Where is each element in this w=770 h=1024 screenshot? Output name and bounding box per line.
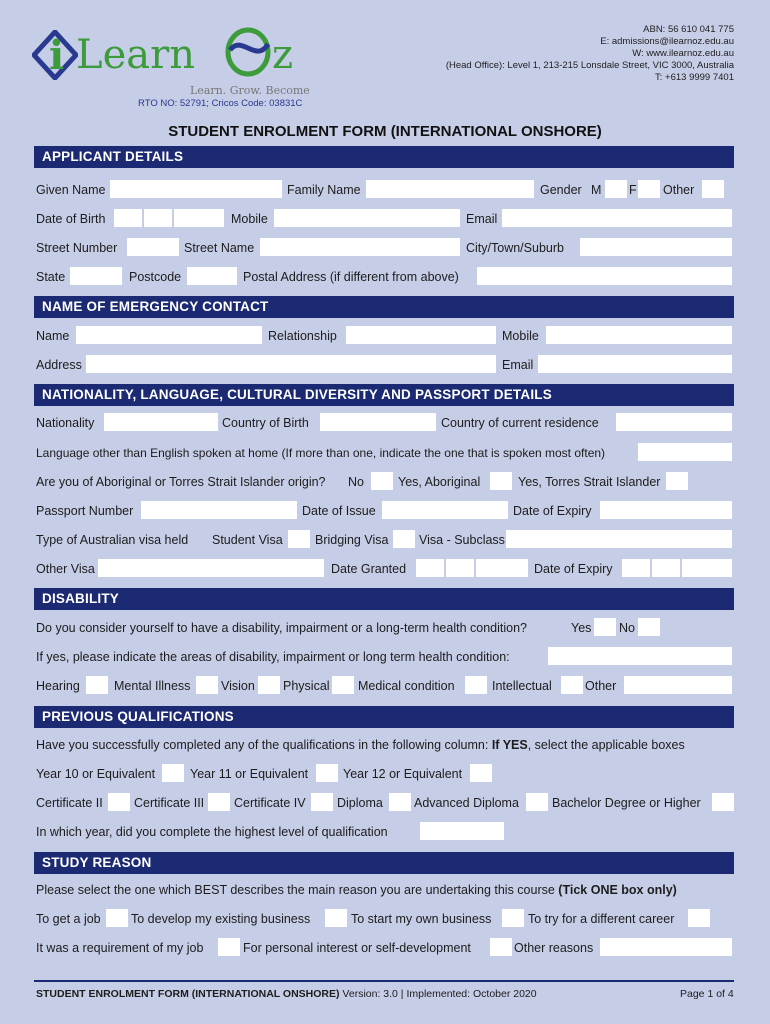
qualifications-question-text: Have you successfully completed any of the qualifications in the following column: xyxy=(36,738,489,752)
date-expiry2-year[interactable] xyxy=(682,559,732,577)
vision-label: Vision xyxy=(221,679,255,693)
torres-strait-label: Yes, Torres Strait Islander xyxy=(518,475,661,489)
relationship-label: Relationship xyxy=(268,329,337,343)
year11-label: Year 11 or Equivalent xyxy=(190,767,309,781)
country-residence-input[interactable] xyxy=(616,413,732,431)
disability-yes-checkbox[interactable] xyxy=(594,618,616,636)
year11-checkbox[interactable] xyxy=(316,764,338,782)
logo-z: z xyxy=(272,32,294,78)
date-granted-month[interactable] xyxy=(446,559,474,577)
dob-label: Date of Birth xyxy=(36,212,106,226)
language-label: Language other than English spoken at home (If more than one, indicate the one that is spoken most often) xyxy=(36,446,606,460)
aboriginal-no-label: No xyxy=(348,475,364,489)
street-number-input[interactable] xyxy=(127,238,179,256)
emergency-mobile-label: Mobile xyxy=(502,329,539,343)
dob-month-input[interactable] xyxy=(144,209,172,227)
year12-label: Year 12 or Equivalent xyxy=(343,767,463,781)
passport-input[interactable] xyxy=(141,501,297,519)
logo-swirl-icon xyxy=(224,24,272,80)
bridging-visa-label: Bridging Visa xyxy=(315,533,389,547)
reason-requirement-checkbox[interactable] xyxy=(218,938,240,956)
qualification-year-label: In which year, did you complete the highest level of qualification xyxy=(36,825,388,839)
postal-address-label: Postal Address (if different from above) xyxy=(243,270,459,284)
diploma-checkbox[interactable] xyxy=(389,793,411,811)
cert4-checkbox[interactable] xyxy=(311,793,333,811)
visa-subclass-input[interactable] xyxy=(506,530,732,548)
disability-areas-input[interactable] xyxy=(548,647,732,665)
gender-f-checkbox[interactable] xyxy=(638,180,660,198)
street-name-input[interactable] xyxy=(260,238,460,256)
section-nationality: NATIONALITY, LANGUAGE, CULTURAL DIVERSITY AND PASSPORT DETAILS xyxy=(34,384,734,406)
footer-version xyxy=(36,987,537,1001)
footer-form-name: STUDENT ENROLMENT FORM (INTERNATIONAL ONSHORE) xyxy=(36,988,340,1000)
postcode-label: Postcode xyxy=(129,270,182,284)
given-name-input[interactable] xyxy=(110,180,282,198)
emergency-mobile-input[interactable] xyxy=(546,326,732,344)
abn: ABN: 56 610 041 775 xyxy=(643,24,734,35)
cert3-checkbox[interactable] xyxy=(208,793,230,811)
mobile-input[interactable] xyxy=(274,209,460,227)
mobile-label: Mobile xyxy=(231,212,268,226)
given-name-label: Given Name xyxy=(36,183,106,197)
qualifications-question-tail: , select the applicable boxes xyxy=(527,738,685,752)
reason-other-input[interactable] xyxy=(600,938,732,956)
date-expiry-input[interactable] xyxy=(600,501,732,519)
logo-learn: Learn xyxy=(76,32,195,78)
section-previous-qualifications: PREVIOUS QUALIFICATIONS xyxy=(34,706,734,728)
gender-other-label: Other xyxy=(663,183,695,197)
contact-email: E: admissions@ilearnoz.edu.au xyxy=(600,36,734,47)
hearing-label: Hearing xyxy=(36,679,80,693)
emergency-name-label: Name xyxy=(36,329,70,343)
reason-job-checkbox[interactable] xyxy=(106,909,128,927)
physical-label: Physical xyxy=(283,679,330,693)
visa-subclass-label: Visa - Subclass xyxy=(419,533,505,547)
disability-other-label: Other xyxy=(585,679,617,693)
date-granted-day[interactable] xyxy=(416,559,444,577)
contact-info xyxy=(446,24,734,84)
country-birth-input[interactable] xyxy=(320,413,436,431)
aboriginal-question: Are you of Aboriginal or Torres Strait Islander origin? xyxy=(36,475,326,489)
footer-divider xyxy=(34,980,734,982)
reason-start-label: To start my own business xyxy=(351,912,492,926)
cert4-label: Certificate IV xyxy=(234,796,306,810)
aboriginal-yes-checkbox[interactable] xyxy=(490,472,512,490)
medical-condition-checkbox[interactable] xyxy=(465,676,487,694)
year10-label: Year 10 or Equivalent xyxy=(36,767,156,781)
contact-phone: T: +613 9999 7401 xyxy=(655,72,734,83)
diploma-label: Diploma xyxy=(337,796,383,810)
other-visa-label: Other Visa xyxy=(36,562,95,576)
emergency-email-input[interactable] xyxy=(538,355,732,373)
gender-other-checkbox[interactable] xyxy=(702,180,724,198)
intellectual-checkbox[interactable] xyxy=(561,676,583,694)
aboriginal-no-checkbox[interactable] xyxy=(371,472,393,490)
student-visa-label: Student Visa xyxy=(212,533,283,547)
qualification-year-input[interactable] xyxy=(420,822,504,840)
advanced-diploma-checkbox[interactable] xyxy=(526,793,548,811)
emergency-name-input[interactable] xyxy=(76,326,262,344)
dob-day-input[interactable] xyxy=(114,209,142,227)
emergency-email-label: Email xyxy=(502,358,534,372)
postcode-input[interactable] xyxy=(187,267,237,285)
date-expiry2-month[interactable] xyxy=(652,559,680,577)
email-label: Email xyxy=(466,212,498,226)
reason-requirement-label: It was a requirement of my job xyxy=(36,941,204,955)
bridging-visa-checkbox[interactable] xyxy=(393,530,415,548)
disability-no-label: No xyxy=(619,621,635,635)
head-office-address: (Head Office): Level 1, 213-215 Lonsdale Street, VIC 3000, Australia xyxy=(445,60,734,71)
qualifications-question xyxy=(36,738,685,752)
other-visa-input[interactable] xyxy=(98,559,324,577)
disability-other-input[interactable] xyxy=(624,676,732,694)
cert3-label: Certificate III xyxy=(134,796,205,810)
reason-interest-checkbox[interactable] xyxy=(490,938,512,956)
date-granted-year[interactable] xyxy=(476,559,528,577)
city-label: City/Town/Suburb xyxy=(466,241,564,255)
date-expiry-label: Date of Expiry xyxy=(513,504,592,518)
section-applicant-details: APPLICANT DETAILS xyxy=(34,146,734,168)
reason-job-label: To get a job xyxy=(36,912,101,926)
qualifications-if-yes: If YES xyxy=(491,738,528,752)
rto-code: RTO NO: 52791; Cricos Code: 03831C xyxy=(138,98,303,109)
contact-website: W: www.ilearnoz.edu.au xyxy=(632,48,734,59)
country-residence-label: Country of current residence xyxy=(441,416,599,430)
reason-career-label: To try for a different career xyxy=(528,912,675,926)
date-expiry2-day[interactable] xyxy=(622,559,650,577)
study-question-bold: (Tick ONE box only) xyxy=(558,883,677,897)
gender-label: Gender xyxy=(540,183,582,197)
date-expiry2-label: Date of Expiry xyxy=(534,562,613,576)
nationality-input[interactable] xyxy=(104,413,218,431)
physical-checkbox[interactable] xyxy=(332,676,354,694)
study-question-text: Please select the one which BEST describes the main reason you are undertaking this course xyxy=(36,883,555,897)
mental-illness-label: Mental Illness xyxy=(114,679,191,693)
disability-areas-label: If yes, please indicate the areas of disability, impairment or long term health condition: xyxy=(36,650,510,664)
street-name-label: Street Name xyxy=(184,241,255,255)
state-input[interactable] xyxy=(70,267,122,285)
hearing-checkbox[interactable] xyxy=(86,676,108,694)
logo-i: i xyxy=(49,32,65,79)
country-birth-label: Country of Birth xyxy=(222,416,309,430)
intellectual-label: Intellectual xyxy=(492,679,552,693)
reason-other-label: Other reasons xyxy=(514,941,594,955)
language-input[interactable] xyxy=(638,443,732,461)
cert2-checkbox[interactable] xyxy=(108,793,130,811)
bachelor-checkbox[interactable] xyxy=(712,793,734,811)
advanced-diploma-label: Advanced Diploma xyxy=(414,796,519,810)
aboriginal-yes-label: Yes, Aboriginal xyxy=(398,475,481,489)
section-study-reason: STUDY REASON xyxy=(34,852,734,874)
form-title: STUDENT ENROLMENT FORM (INTERNATIONAL ONSHORE) xyxy=(168,123,602,140)
date-issue-input[interactable] xyxy=(382,501,508,519)
nationality-label: Nationality xyxy=(36,416,95,430)
gender-m-label: M xyxy=(591,183,602,197)
medical-condition-label: Medical condition xyxy=(358,679,455,693)
relationship-input[interactable] xyxy=(346,326,496,344)
disability-question: Do you consider yourself to have a disability, impairment or a long-term health condition? xyxy=(36,621,527,635)
disability-yes-label: Yes xyxy=(571,621,592,635)
year12-checkbox[interactable] xyxy=(470,764,492,782)
email-input[interactable] xyxy=(502,209,732,227)
reason-start-checkbox[interactable] xyxy=(502,909,524,927)
postal-address-input[interactable] xyxy=(477,267,732,285)
passport-label: Passport Number xyxy=(36,504,134,518)
disability-no-checkbox[interactable] xyxy=(638,618,660,636)
family-name-label: Family Name xyxy=(287,183,361,197)
section-emergency-contact: NAME OF EMERGENCY CONTACT xyxy=(34,296,734,318)
state-label: State xyxy=(36,270,66,284)
emergency-address-input[interactable] xyxy=(86,355,496,373)
city-input[interactable] xyxy=(580,238,732,256)
study-question xyxy=(36,883,677,897)
torres-strait-checkbox[interactable] xyxy=(666,472,688,490)
tagline: Learn. Grow. Become xyxy=(190,84,310,97)
student-visa-checkbox[interactable] xyxy=(288,530,310,548)
date-issue-label: Date of Issue xyxy=(302,504,376,518)
page-number: Page 1 of 4 xyxy=(680,988,734,1000)
year10-checkbox[interactable] xyxy=(162,764,184,782)
emergency-address-label: Address xyxy=(36,358,82,372)
gender-f-label: F xyxy=(629,183,637,197)
vision-checkbox[interactable] xyxy=(258,676,280,694)
date-granted-label: Date Granted xyxy=(331,562,407,576)
visa-type-label: Type of Australian visa held xyxy=(36,533,189,547)
bachelor-label: Bachelor Degree or Higher xyxy=(552,796,701,810)
logo xyxy=(32,22,312,92)
footer-version-text: Version: 3.0 | Implemented: October 2020 xyxy=(339,988,537,1000)
mental-illness-checkbox[interactable] xyxy=(196,676,218,694)
reason-develop-label: To develop my existing business xyxy=(131,912,311,926)
section-disability: DISABILITY xyxy=(34,588,734,610)
reason-interest-label: For personal interest or self-development xyxy=(243,941,471,955)
family-name-input[interactable] xyxy=(366,180,534,198)
reason-develop-checkbox[interactable] xyxy=(325,909,347,927)
gender-m-checkbox[interactable] xyxy=(605,180,627,198)
cert2-label: Certificate II xyxy=(36,796,103,810)
dob-year-input[interactable] xyxy=(174,209,224,227)
reason-career-checkbox[interactable] xyxy=(688,909,710,927)
street-number-label: Street Number xyxy=(36,241,118,255)
